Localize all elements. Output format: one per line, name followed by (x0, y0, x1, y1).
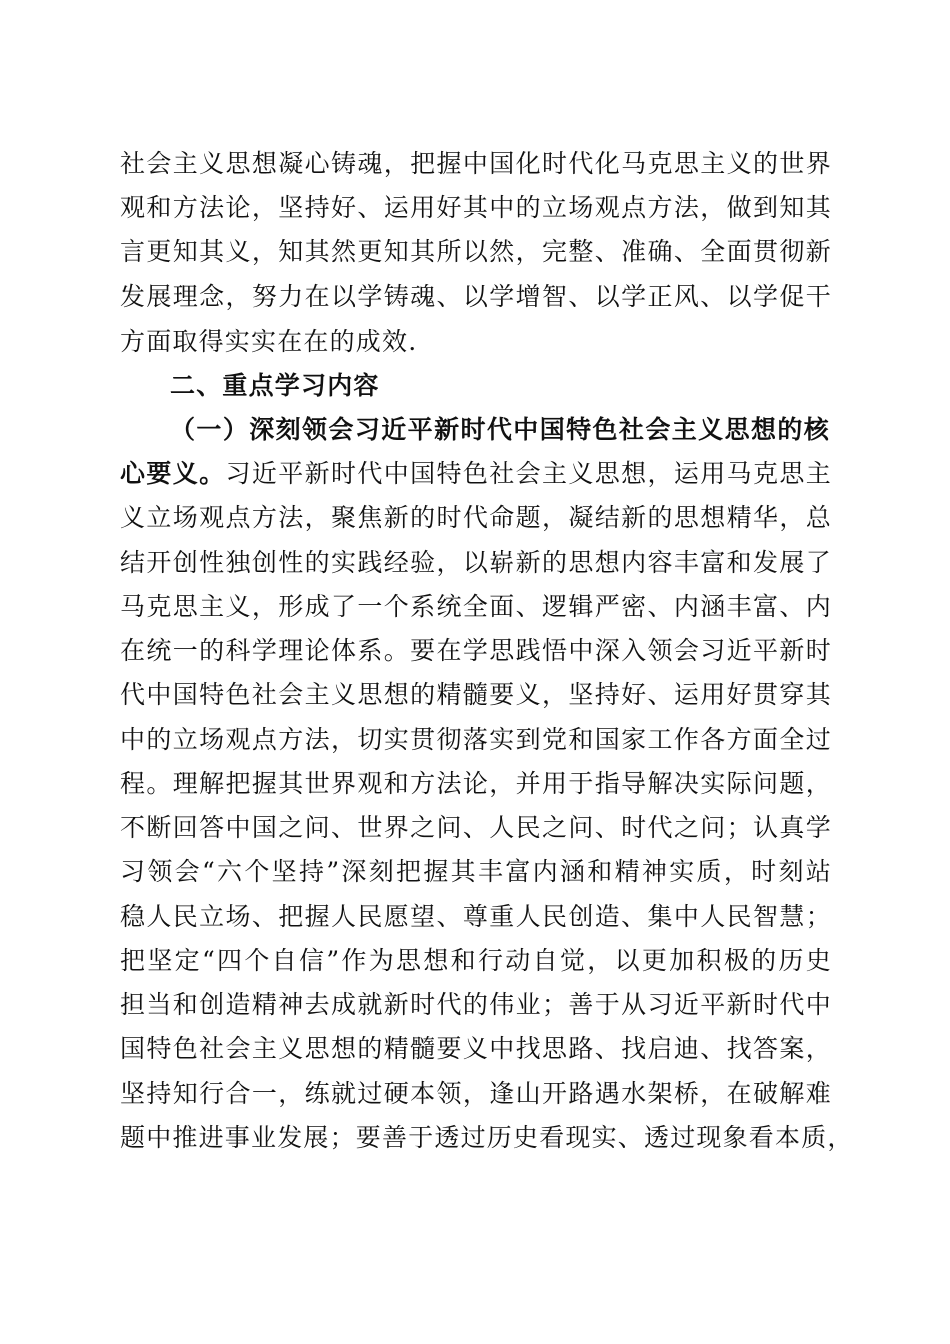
paragraph-line: 题中推进事业发展；要善于透过历史看现实、透过现象看本质， (120, 1123, 854, 1152)
paragraph-line: 发展理念，努力在以学铸魂、以学增智、以学正风、以学促干 (120, 282, 832, 311)
paragraph-line: 把坚定“四个自信”作为思想和行动自觉，以更加积极的历史 (120, 946, 832, 975)
paragraph-line: 方面取得实实在在的成效. (120, 327, 418, 356)
paragraph-line: 习领会“六个坚持”深刻把握其丰富内涵和精神实质，时刻站 (120, 857, 832, 886)
paragraph-line (120, 456, 832, 492)
paragraph-line: 观和方法论，坚持好、运用好其中的立场观点方法，做到知其 (120, 193, 832, 222)
paragraph-line: 言更知其义，知其然更知其所以然，完整、准确、全面贯彻新 (120, 237, 832, 266)
paragraph-line: 担当和创造精神去成就新时代的伟业；善于从习近平新时代中 (120, 990, 832, 1019)
paragraph-line: 不断回答中国之问、世界之问、人民之问、时代之问；认真学 (120, 813, 832, 842)
subsection-title: （一）深刻领会习近平新时代中国特色社会主义思想的核 (170, 415, 830, 444)
paragraph-line: 结开创性独创性的实践经验，以崭新的思想内容丰富和发展了 (120, 548, 832, 577)
paragraph-line: 社会主义思想凝心铸魂，把握中国化时代化马克思主义的世界 (120, 149, 832, 178)
paragraph-line: 程。理解把握其世界观和方法论，并用于指导解决实际问题， (120, 769, 832, 798)
paragraph-line: 马克思主义，形成了一个系统全面、逻辑严密、内涵丰富、内 (120, 592, 832, 621)
paragraph-line: 国特色社会主义思想的精髓要义中找思路、找启迪、找答案， (120, 1034, 832, 1063)
paragraph-line: 中的立场观点方法，切实贯彻落实到党和国家工作各方面全过 (120, 725, 832, 754)
subsection-title-end: 心要义。 (120, 459, 226, 488)
paragraph-line: 坚持知行合一，练就过硬本领，逢山开路遇水架桥，在破解难 (120, 1079, 832, 1108)
paragraph-line: 义立场观点方法，聚焦新的时代命题，凝结新的思想精华，总 (120, 503, 832, 532)
paragraph-line: 在统一的科学理论体系。要在学思践悟中深入领会习近平新时 (120, 636, 832, 665)
paragraph-line: 代中国特色社会主义思想的精髓要义，坚持好、运用好贯穿其 (120, 680, 832, 709)
paragraph-line-text: 习近平新时代中国特色社会主义思想，运用马克思主 (225, 459, 832, 488)
paragraph-line: 稳人民立场、把握人民愿望、尊重人民创造、集中人民智慧； (120, 902, 832, 931)
section-heading: 二、重点学习内容 (170, 371, 380, 400)
